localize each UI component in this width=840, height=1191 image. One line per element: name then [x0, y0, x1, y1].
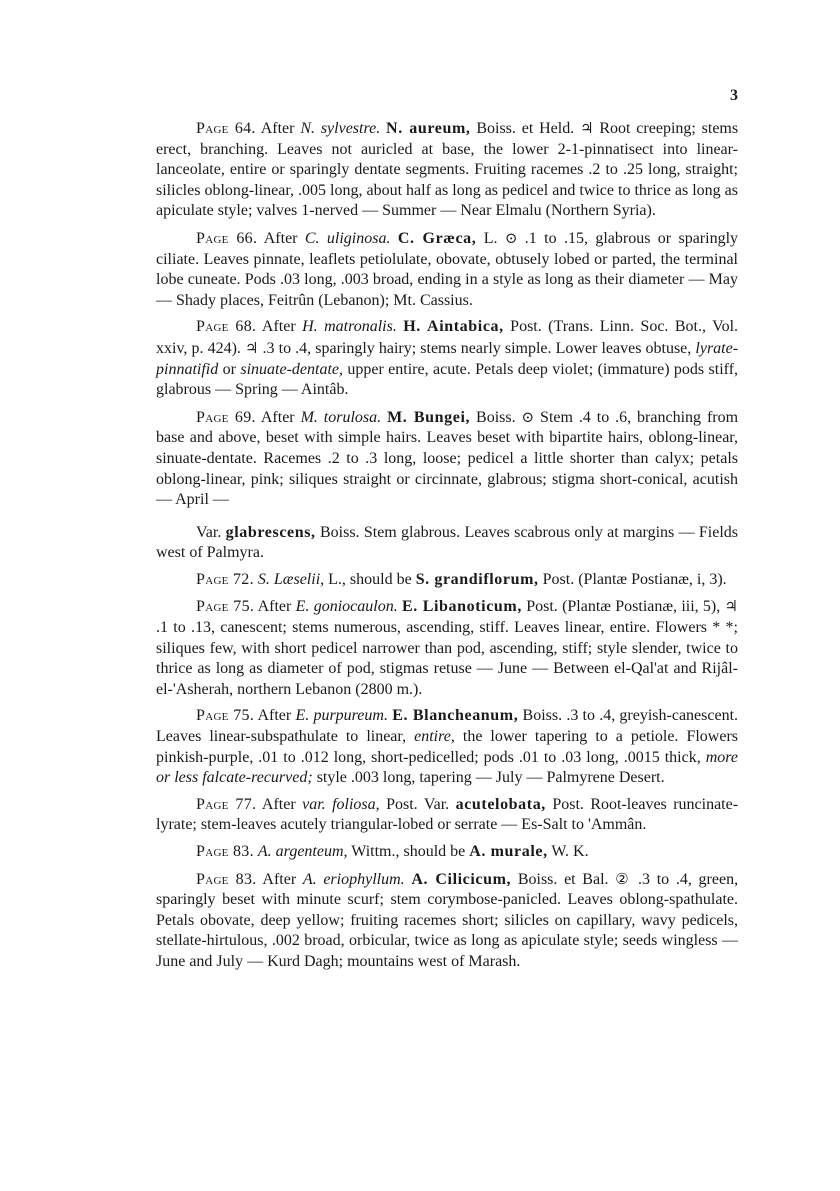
description: upper entire, acute. Petals deep violet; (immature) pods stiff, glabrous — Spring — Aintâb.	[156, 360, 739, 399]
description: style .003 long, tapering — July — Palmyrene Desert.	[316, 769, 665, 787]
description: .3 to .4, green, sparingly beset with minute scurf; stem corymbose-panicled. Leaves oblong-spathulate. Petals obovate, deep yellow; fruiting racemes short; silicles on capillary, wavy pedicels, stellate-hirtulous, .002 broad, orbicular, twice as long as apiculate style; seeds wingless — June and July — Kurd Dagh; mountains west of Marash.	[156, 870, 739, 970]
entry-page-75-a	[156, 596, 738, 700]
after-word: After	[260, 120, 295, 137]
description: Stem .4 to .6, branching from base and above, beset with simple hairs. Leaves beset with bipartite hairs, oblong-linear, sinuate-dentate. Racemes .2 to .3 long, loose; pedicel a little shorter than calyx; petals oblong-linear, pink; siliques straight or circinnate, glabrous; stigma short-conical, acutish — April —	[156, 408, 739, 509]
description: Post. Var.	[386, 795, 450, 813]
page-label: Page 77.	[196, 795, 257, 813]
description: Wittm., should be	[351, 843, 466, 860]
entry-variety-glabrescens	[156, 523, 738, 564]
annual-symbol: ⊙	[504, 228, 518, 247]
species-name: A. Cilicicum,	[411, 870, 512, 888]
description: Root creeping; stems erect, branching. Leaves not auricled at base, the lower 2-1-pinnatisect into linear-lanceolate, entire or sparingly dentate segments. Fruiting racemes .2 to .25 long, straight; silicles oblong-linear, .005 long, about half as long as pedicel and twice to thrice as long as apiculate style; valves 1-nerved — Summer — Near Elmalu (Northern Syria).	[156, 120, 739, 220]
reference-species: E. goniocaulon.	[295, 598, 398, 616]
description: .3 to .4, greyish-canescent. Leaves linear-subspathulate to linear,	[156, 707, 739, 746]
description: W. K.	[551, 843, 589, 860]
species-name: C. Græca,	[397, 229, 477, 247]
species-name: A. murale,	[469, 843, 548, 860]
species-name: N. aureum,	[386, 120, 471, 137]
species-name: S. grandiflorum,	[415, 570, 539, 588]
authority: Boiss. et Held.	[476, 120, 575, 137]
page-label: Page 75.	[196, 707, 255, 725]
page-label: Page 83.	[196, 870, 257, 888]
description: .3 to .4, sparingly hairy; stems nearly simple. Lower leaves obtuse,	[262, 339, 692, 357]
after-word: After	[263, 229, 298, 247]
reference-species: S. Læselii,	[257, 570, 325, 588]
description: .1 to .15, glabrous or sparingly ciliate. Leaves pinnate, leaflets petiolulate, obovate, obtusely lobed or parted, the terminal lobe cuneate. Pods .03 long, .003 broad, ending in a style as long as their diameter — May — Shady places, Feitrûn (Lebanon); Mt. Cassius.	[156, 229, 739, 309]
after-word: After	[257, 707, 292, 725]
entry-page-68	[156, 317, 738, 400]
species-name: E. Libanoticum,	[401, 598, 522, 616]
description-italic: sinuate-dentate,	[240, 360, 343, 378]
reference-species: var. foliosa,	[302, 795, 380, 813]
authority: Boiss.	[476, 408, 516, 426]
entry-page-69	[156, 407, 738, 511]
perennial-symbol: ♃	[245, 338, 259, 357]
species-name: E. Blancheanum,	[392, 707, 519, 725]
reference-species: C. uliginosa.	[304, 229, 391, 247]
after-word: After	[261, 795, 296, 813]
entry-page-83-a	[156, 842, 738, 863]
reference-species: A. argenteum,	[257, 843, 348, 860]
description-italic: lyrate-pinnatifid	[156, 339, 739, 378]
species-name: H. Aintabica,	[403, 318, 504, 336]
description: or	[222, 360, 236, 378]
entry-page-64	[156, 118, 738, 222]
after-word: After	[262, 870, 297, 888]
description: .1 to .13, canescent; stems numerous, ascending, stiff. Leaves linear, entire. Flowers * *; siliques few, with short pedicel narrower than pod, ascending, stiff; style slender, twice to thrice as long as diameter of pod, stigmas retuse — June — Between el-Qal'at and Rijâl-el-'Asherah, northern Lebanon (2800 m.).	[156, 619, 738, 698]
annual-symbol: ⊙	[521, 407, 535, 426]
entry-page-83-b	[156, 869, 738, 973]
page-label: Page 83.	[196, 843, 254, 860]
species-name: acutelobata,	[455, 795, 546, 813]
reference-species: H. matronalis.	[302, 318, 397, 336]
entry-page-77	[156, 795, 738, 836]
species-name: M. Bungei,	[387, 408, 471, 426]
perennial-symbol: ♃	[580, 119, 594, 137]
description-italic: more or less falcate-recurved;	[156, 748, 739, 787]
after-word: After	[257, 598, 292, 616]
authority: Boiss.	[522, 707, 563, 725]
after-word: After	[260, 408, 295, 426]
page-label: Page 68.	[196, 318, 257, 336]
page-label: Page 66.	[196, 229, 258, 247]
authority: Post. (Plantæ Postianæ, iii, 5),	[526, 598, 721, 616]
description: L., should be	[328, 570, 412, 588]
page-label: Page 69.	[196, 408, 256, 426]
page-body	[156, 118, 738, 979]
description: Post. Root-leaves runcinate-lyrate; stem-leaves acutely triangular-lobed or serrate — Es-Salt to 'Ammân.	[156, 795, 739, 834]
authority: Boiss. et Bal.	[517, 870, 609, 888]
after-word: After	[261, 318, 296, 336]
page-number: 3	[730, 87, 738, 104]
variety-prefix: Var.	[196, 523, 222, 541]
description: Post. (Plantæ Postianæ, i, 3).	[542, 570, 727, 588]
page-label: Page 75.	[196, 598, 255, 616]
page-label: Page 72.	[196, 570, 254, 588]
reference-species: A. eriophyllum.	[302, 870, 405, 888]
description: the lower tapering to a petiole. Flowers pinkish-purple, .01 to .012 long, short-pedicelled; pods .01 to .03 long, .0015 thick,	[156, 728, 738, 766]
reference-species: M. torulosa.	[300, 408, 382, 426]
authority: L.	[483, 229, 498, 247]
authority: Post. (Trans. Linn. Soc. Bot., Vol. xxiv, p. 424).	[156, 318, 739, 357]
species-name: glabrescens,	[225, 523, 316, 541]
reference-species: N. sylvestre.	[300, 120, 381, 137]
reference-species: E. purpureum.	[295, 707, 388, 725]
description-italic: entire,	[414, 728, 455, 746]
entry-page-72	[156, 570, 738, 591]
entry-page-75-b	[156, 706, 738, 788]
entry-page-66	[156, 228, 738, 311]
biennial-symbol: ②	[615, 869, 632, 888]
page-label: Page 64.	[196, 120, 256, 137]
perennial-symbol: ♃	[724, 597, 738, 616]
description: Boiss. Stem glabrous. Leaves scabrous only at margins — Fields west of Palmyra.	[156, 523, 738, 562]
